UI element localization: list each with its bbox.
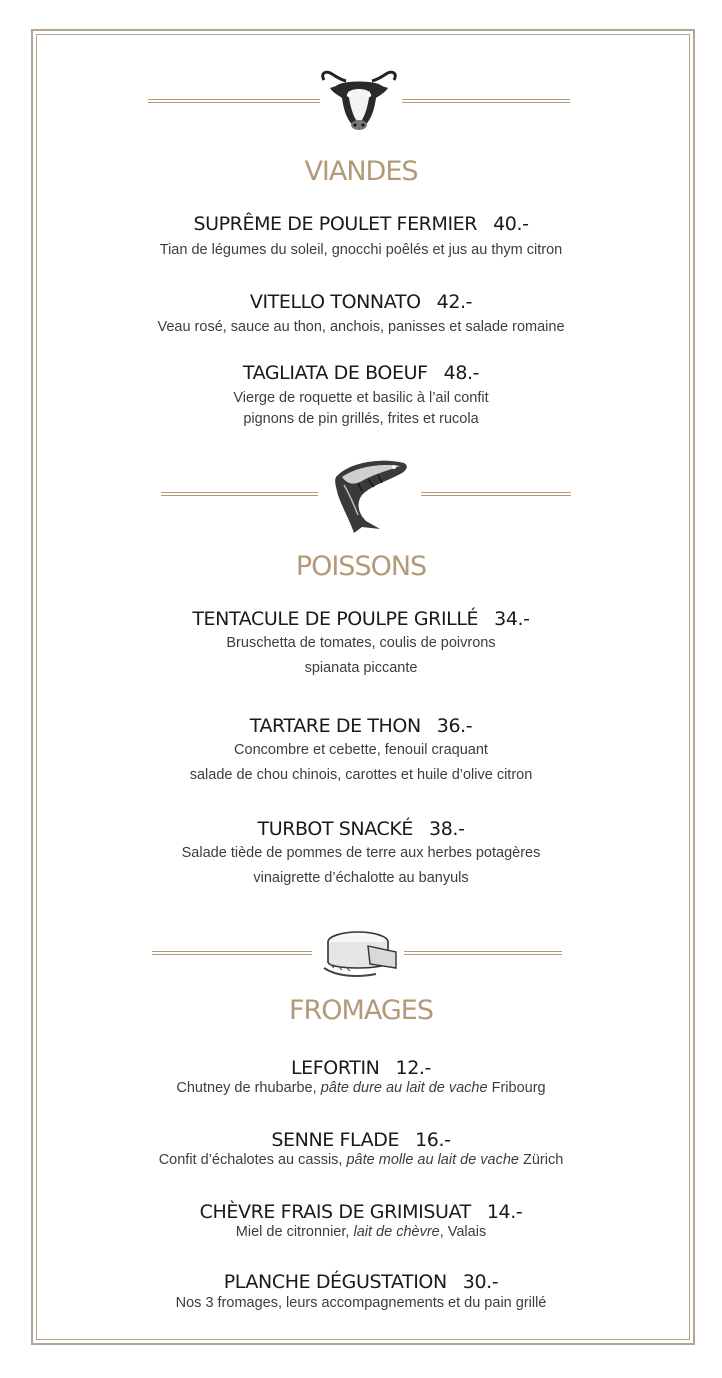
dish-description: salade de chou chinois, carottes et huile d’olive citron bbox=[189, 767, 533, 783]
section-title-viandes: VIANDES bbox=[304, 156, 418, 187]
dish-price: 48.- bbox=[443, 362, 480, 384]
dish-price: 12.- bbox=[395, 1057, 431, 1079]
dish-name: TURBOT SNACKÉ 38.- bbox=[257, 818, 465, 840]
dish-price: 38.- bbox=[429, 818, 465, 840]
divider-rule-right bbox=[402, 99, 570, 103]
dish-description: Nos 3 fromages, leurs accompagnements et du pain grillé bbox=[175, 1295, 547, 1311]
dish-description: Confit d’échalotes au cassis, pâte molle au lait de vache Zürich bbox=[158, 1152, 564, 1168]
dish-description: Salade tiède de pommes de terre aux herbes potagères bbox=[181, 845, 541, 861]
dish-price: 30.- bbox=[462, 1271, 499, 1293]
cheese-wheel-icon bbox=[316, 924, 404, 980]
dish-name: PLANCHE DÉGUSTATION 30.- bbox=[223, 1271, 499, 1293]
fish-icon bbox=[328, 455, 412, 535]
dish-price: 40.- bbox=[493, 213, 529, 235]
divider-rule-left bbox=[148, 99, 320, 103]
dish-description: Concombre et cebette, fenouil craquant bbox=[234, 742, 488, 758]
cow-head-icon bbox=[318, 68, 400, 134]
section-title-poissons: POISSONS bbox=[295, 551, 427, 582]
dish-name: TAGLIATA DE BOEUF 48.- bbox=[242, 362, 480, 384]
dish-description: Tian de légumes du soleil, gnocchi poêlés et jus au thym citron bbox=[159, 242, 563, 258]
divider-rule-right bbox=[421, 492, 571, 496]
dish-description: spianata piccante bbox=[304, 660, 418, 676]
dish-description: vinaigrette d’échalotte au banyuls bbox=[253, 870, 469, 886]
dish-description: Vierge de roquette et basilic à l’ail confit bbox=[233, 390, 489, 406]
dish-name: VITELLO TONNATO 42.- bbox=[249, 291, 473, 313]
dish-price: 34.- bbox=[494, 608, 530, 630]
divider-rule-left bbox=[152, 951, 312, 955]
dish-description: Chutney de rhubarbe, pâte dure au lait de vache Fribourg bbox=[176, 1080, 546, 1096]
dish-description: Bruschetta de tomates, coulis de poivrons bbox=[226, 635, 496, 651]
dish-price: 36.- bbox=[436, 715, 473, 737]
dish-name: TARTARE DE THON 36.- bbox=[249, 715, 473, 737]
dish-description: pignons de pin grillés, frites et rucola bbox=[243, 411, 479, 427]
dish-description: Veau rosé, sauce au thon, anchois, panisses et salade romaine bbox=[157, 319, 565, 335]
dish-name: CHÈVRE FRAIS DE GRIMISUAT 14.- bbox=[199, 1201, 523, 1223]
dish-price: 14.- bbox=[486, 1201, 523, 1223]
dish-name: SENNE FLADE 16.- bbox=[271, 1129, 451, 1151]
dish-name: SUPRÊME DE POULET FERMIER 40.- bbox=[193, 213, 529, 235]
dish-price: 42.- bbox=[436, 291, 473, 313]
dish-name: TENTACULE DE POULPE GRILLÉ 34.- bbox=[192, 608, 530, 630]
section-title-fromages: FROMAGES bbox=[289, 995, 433, 1026]
dish-price: 16.- bbox=[415, 1129, 451, 1151]
dish-name: LEFORTIN 12.- bbox=[290, 1057, 431, 1079]
dish-description: Miel de citronnier, lait de chèvre, Valais bbox=[235, 1224, 487, 1240]
divider-rule-left bbox=[161, 492, 318, 496]
divider-rule-right bbox=[404, 951, 562, 955]
